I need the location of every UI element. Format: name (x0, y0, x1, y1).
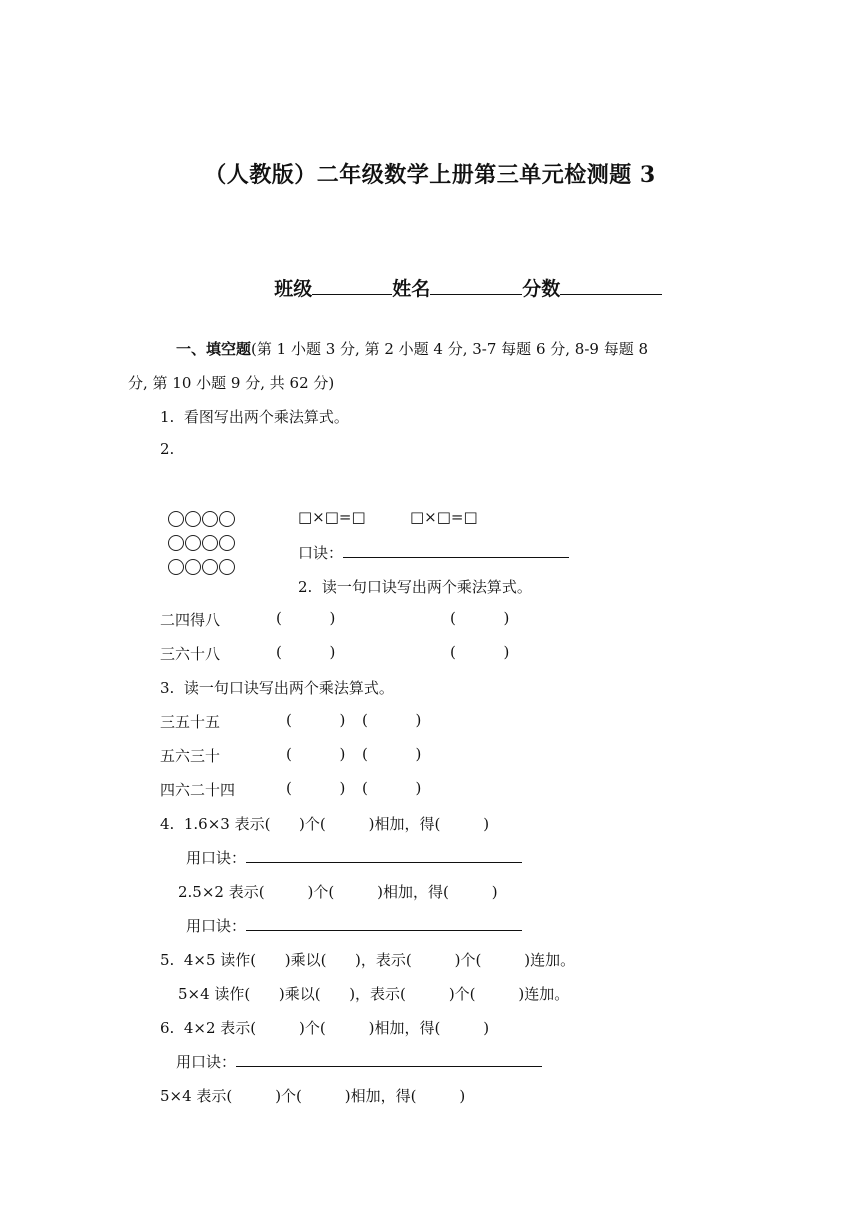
circle-icon (219, 511, 235, 527)
score-blank[interactable] (560, 276, 662, 295)
q1-equation-2[interactable]: □×□=□ (410, 508, 478, 526)
q1-sub2: 2. (160, 440, 175, 458)
circle-array-figure (168, 511, 252, 583)
circle-icon (202, 559, 218, 575)
q3-row-3-blank-2[interactable]: ( ) (362, 779, 422, 797)
circle-icon (168, 559, 184, 575)
q3-row-1-blank-1[interactable]: ( ) (286, 711, 346, 729)
q1-koujue-line (298, 542, 569, 563)
circle-icon (185, 559, 201, 575)
circle-icon (202, 535, 218, 551)
q6-koujue-1-blank[interactable] (236, 1052, 542, 1067)
q6-koujue-1-label: 用口诀： (176, 1053, 237, 1071)
circle-icon (185, 511, 201, 527)
q6-koujue-1-line (176, 1051, 542, 1072)
q2-row-1-blank-2[interactable]: ( ) (450, 609, 510, 627)
q2-row-2-blank-2[interactable]: ( ) (450, 643, 510, 661)
section1-heading: 一、填空题 (176, 340, 252, 358)
q5-line-1: 5. 4×5 读作( )乘以( )，表示( )个( )连加。 (160, 951, 576, 969)
q3-row-2-blank-2[interactable]: ( ) (362, 745, 422, 763)
class-blank[interactable] (312, 276, 392, 295)
circle-icon (219, 535, 235, 551)
q4-koujue-1-line (186, 847, 522, 868)
class-label: 班级 (274, 278, 313, 300)
circle-icon (168, 535, 184, 551)
q4-koujue-2-label: 用口诀： (186, 917, 247, 935)
q4-koujue-2-line (186, 915, 522, 936)
section1-desc-2: 分, 第 10 小题 9 分, 共 62 分) (128, 374, 335, 392)
q2-row-1-blank-1[interactable]: ( ) (276, 609, 336, 627)
q1-label: 1. 看图写出两个乘法算式。 (160, 408, 349, 426)
q4-line-1: 4. 1.6×3 表示( )个( )相加，得( ) (160, 815, 490, 833)
q3-row-2-blank-1[interactable]: ( ) (286, 745, 346, 763)
circle-icon (168, 511, 184, 527)
q3-row-1-phrase: 三五十五 (160, 713, 221, 731)
q4-koujue-1-label: 用口诀： (186, 849, 247, 867)
q3-row-3-phrase: 四六二十四 (160, 781, 236, 799)
q1-koujue-blank[interactable] (343, 543, 569, 558)
q1-equation-1[interactable]: □×□=□ (298, 508, 366, 526)
circle-icon (185, 535, 201, 551)
circle-icon (202, 511, 218, 527)
name-blank[interactable] (430, 276, 522, 295)
q4-line-2: 2.5×2 表示( )个( )相加，得( ) (178, 883, 498, 901)
score-label: 分数 (522, 278, 561, 300)
q1-koujue-label: 口诀： (298, 544, 344, 562)
q2-label: 2. 读一句口诀写出两个乘法算式。 (298, 578, 532, 596)
q3-row-2-phrase: 五六三十 (160, 747, 221, 765)
student-info-line (261, 252, 662, 301)
q2-row-2-phrase: 三六十八 (160, 645, 221, 663)
q2-row-2-blank-1[interactable]: ( ) (276, 643, 336, 661)
circle-icon (219, 559, 235, 575)
q2-row-1-phrase: 二四得八 (160, 611, 221, 629)
q6-line-2: 5×4 表示( )个( )相加，得( ) (160, 1087, 466, 1105)
q4-koujue-2-blank[interactable] (246, 916, 522, 931)
section1-heading-line (176, 338, 648, 359)
section1-desc-1: (第 1 小题 3 分, 第 2 小题 4 分, 3-7 每题 6 分, 8-9 每题 8 (251, 340, 649, 358)
q5-line-2: 5×4 读作( )乘以( )，表示( )个( )连加。 (178, 985, 570, 1003)
q3-row-1-blank-2[interactable]: ( ) (362, 711, 422, 729)
name-label: 姓名 (392, 278, 431, 300)
q3-label: 3. 读一句口诀写出两个乘法算式。 (160, 679, 394, 697)
page-title: （人教版）二年级数学上册第三单元检测题 3 (204, 162, 656, 188)
q6-line-1: 6. 4×2 表示( )个( )相加，得( ) (160, 1019, 490, 1037)
q4-koujue-1-blank[interactable] (246, 848, 522, 863)
q3-row-3-blank-1[interactable]: ( ) (286, 779, 346, 797)
